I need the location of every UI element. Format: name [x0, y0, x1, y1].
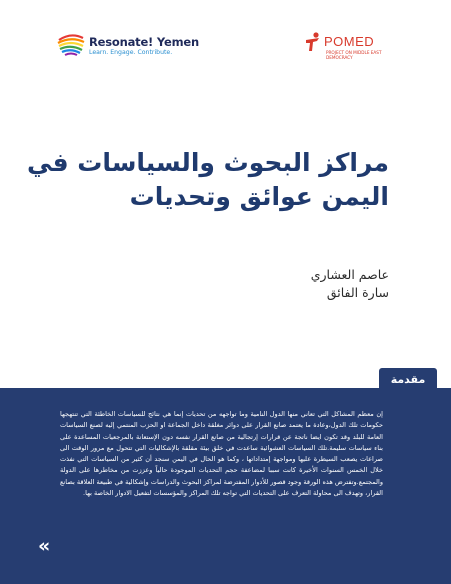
resonate-name: Resonate! Yemen [89, 35, 199, 49]
pomed-subtitle: PROJECT ON MIDDLE EAST DEMOCRACY [326, 50, 382, 60]
pomed-name: POMED [324, 34, 375, 49]
resonate-tagline: Learn. Engage. Contribute. [89, 49, 173, 56]
section-label-tab: مقدمة [379, 368, 437, 392]
resonate-yemen-logo [56, 30, 199, 60]
pomed-figure-icon [304, 32, 322, 52]
pomed-logo [304, 30, 404, 70]
author-2: سارة الفائق [326, 285, 389, 300]
double-chevron-left-icon[interactable]: « [38, 535, 47, 557]
author-1: عاصم العشاري [310, 267, 389, 282]
document-title [26, 146, 389, 214]
title-line-1: مراكز البحوث والسياسات في [26, 148, 389, 177]
intro-paragraph: إن معظم المشاكل التي تعاني منها الدول النامية وما تواجهه من تحديات إنما هي نتائج للسياسات الخاطئة التي تنتهجها حكومات تلك الدول،وعادة ما يعتمد صانع القرار على دوائر مغلقة داخل الجماعة او الحزب المنتمي إليه لصنع السياسات العامة للبلد وقد تكون ايضا ناتجة عن قرارات إرتجالية من صانع القرار نفسه دون الإستعانة بالمرجعيات المساعدة على بناء سياسات سليمة.تلك السياسات العشوائية ساعدت في خلق بيئة مقلقة بالإشكاليات التي تتحول مع مرور الوقت الى صراعات يصعب السيطرة عليها ومواجهة إمتداداتها ، وكما هو الحال في اليمن سنجد أن كثير من السياسات التي نفذت خلال الخمس السنوات الأخيرة كانت سببا لمضاعفة حجم التحديات الموجودة حالياً وعززت من مخاطرها على الدولة والمجتمع.وتفترض هذه الورقة وجود قصور للأدوار المفترضة لمراكز البحوث والدراسات وإشكالية في طبيعة العلاقة بصانع القرار، وتهدف الى محاولة التعرف على التحديات التي تواجه تلك المراكز والمؤسسات لتفعيل الادوار الخاصة بها. [60, 410, 383, 498]
resonate-swirl-icon [56, 32, 86, 56]
authors [311, 266, 389, 302]
title-line-2: اليمن عوائق وتحديات [129, 182, 389, 211]
